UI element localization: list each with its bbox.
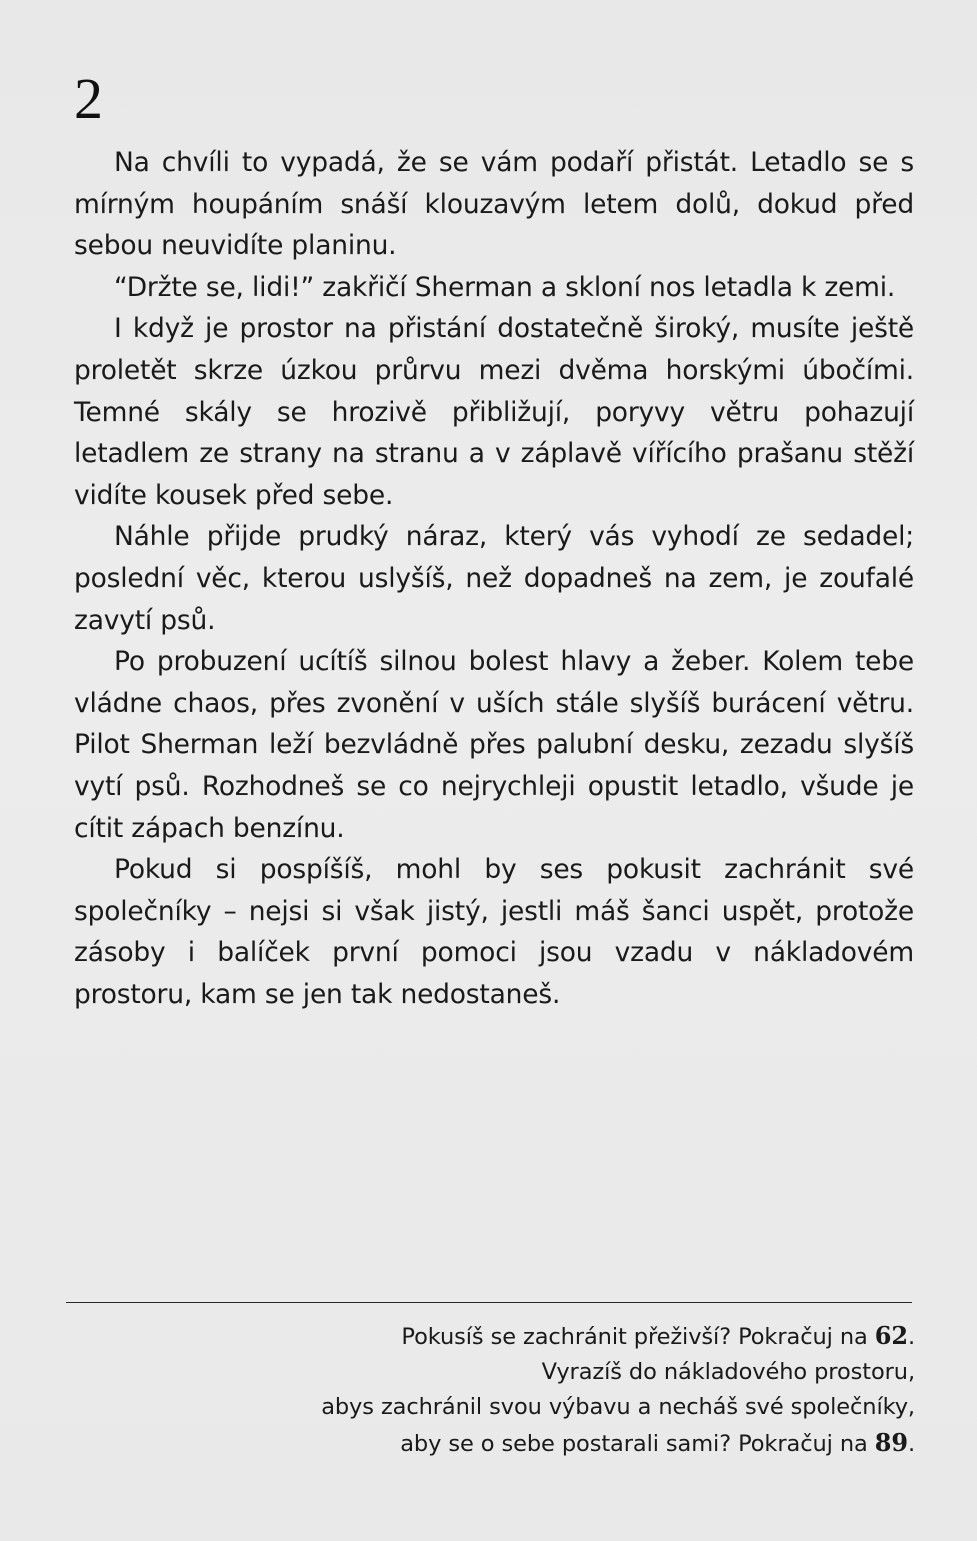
section-number: 2 <box>74 66 103 131</box>
section-reference[interactable]: 89 <box>874 1428 908 1457</box>
choice-line: abys zachránil svou výbavu a necháš své společníky, <box>321 1394 915 1420</box>
choices-block <box>215 1318 915 1462</box>
paragraph: Pokud si pospíšíš, mohl by ses pokusit zachránit své společníky – nejsi si však jistý, jestli máš šanci uspět, protože zásoby i balíček první pomoci jsou vzadu v nákladovém prostoru, kam se jen tak nedostaneš. <box>74 854 914 1010</box>
choice-punctuation: . <box>907 1324 915 1350</box>
paragraph: Na chvíli to vypadá, že se vám podaří přistát. Letadlo se s mírným houpáním snáší klouzavým letem dolů, dokud před sebou neuvidíte planinu. <box>74 147 914 262</box>
paragraph: I když je prostor na přistání dostatečně široký, musíte ještě proletět skrze úzkou průrvu mezi dvěma horskými úbočími. Temné skály se hrozivě přibližují, poryvy větru pohazují letadlem ze strany na stranu a v záplavě vířícího prašanu stěží vidíte kousek před sebe. <box>74 313 914 511</box>
choice-text: Pokusíš se zachránit přeživší? Pokračuj na <box>401 1324 875 1350</box>
paragraph: “Držte se, lidi!” zakřičí Sherman a skloní nos letadla k zemi. <box>114 271 896 303</box>
choice-line <box>215 1425 915 1462</box>
choice-punctuation: . <box>907 1431 915 1457</box>
section-reference[interactable]: 62 <box>874 1321 908 1350</box>
paragraph: Po probuzení ucítíš silnou bolest hlavy a žeber. Kolem tebe vládne chaos, přes zvonění v uších stále slyšíš burácení větru. Pilot Sherman leží bezvládně přes palubní desku, zezadu slyšíš vytí psů. Rozhodneš se co nejrychleji opustit letadlo, všude je cítit zápach benzínu. <box>74 646 914 844</box>
choice-line <box>215 1318 915 1355</box>
choices-divider <box>66 1302 912 1303</box>
choice-rescue-survivors <box>215 1318 915 1355</box>
paragraph: Náhle přijde prudký náraz, který vás vyhodí ze sedadel; poslední věc, kterou uslyšíš, než dopadneš na zem, je zoufalé zavytí psů. <box>74 521 914 636</box>
choice-text: aby se o sebe postarali sami? Pokračuj na <box>400 1431 875 1457</box>
choice-line: Vyrazíš do nákladového prostoru, <box>541 1359 915 1385</box>
choice-cargo-hold <box>215 1355 915 1462</box>
section-body <box>74 142 914 1015</box>
